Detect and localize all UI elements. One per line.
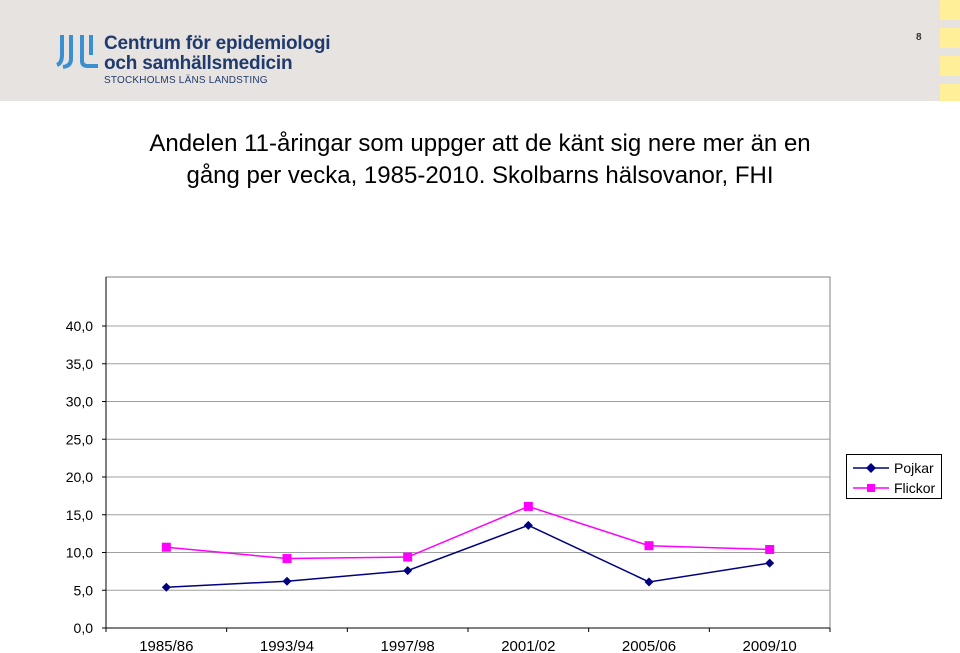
legend-marker-pojkar-icon: [851, 459, 891, 477]
legend-item-flickor: [851, 479, 941, 497]
logo-name-line2: och samhällsmedicin: [104, 53, 293, 74]
y-tick-label: 25,0: [65, 431, 93, 448]
y-tick-label: 15,0: [65, 506, 93, 523]
y-tick-label: 20,0: [65, 469, 93, 485]
x-tick-label: 2005/06: [621, 638, 677, 653]
legend-marker-flickor-icon: [851, 479, 891, 497]
y-tick-label: 35,0: [65, 355, 93, 372]
x-tick-label: 1985/86: [139, 638, 194, 653]
data-point-flickor: [765, 545, 774, 554]
y-tick-label: 40,0: [65, 318, 93, 334]
y-tick-label: 10,0: [65, 544, 93, 561]
logo-name-line1: Centrum för epidemiologi: [104, 33, 331, 54]
data-point-flickor: [403, 553, 412, 562]
data-point-flickor: [283, 554, 292, 563]
data-point-flickor: [524, 502, 533, 511]
x-tick-label: 2009/10: [742, 638, 797, 653]
plot-area: [106, 277, 830, 628]
data-point-flickor: [162, 543, 171, 552]
legend-label-flickor: Flickor: [894, 480, 936, 496]
x-tick-label: 1993/94: [259, 638, 315, 653]
y-tick-label: 30,0: [65, 393, 93, 410]
title-line-1: Andelen 11-åringar som uppger att de känt sig nere mer än en: [149, 130, 811, 157]
legend-label-pojkar: Pojkar: [894, 460, 934, 476]
page-number: 8: [916, 32, 922, 43]
legend-item-pojkar: [851, 459, 941, 477]
x-tick-label: 1997/98: [380, 638, 435, 653]
title-line-2: gång per vecka, 1985-2010. Skolbarns hälsovanor, FHI: [186, 162, 774, 189]
y-tick-label: 5,0: [73, 582, 93, 599]
legend: [846, 454, 942, 499]
data-point-flickor: [645, 541, 654, 550]
logo-subtitle: STOCKHOLMS LÄNS LANDSTING: [104, 75, 268, 86]
y-tick-label: 0,0: [73, 620, 93, 636]
x-tick-label: 2001/02: [501, 638, 556, 653]
